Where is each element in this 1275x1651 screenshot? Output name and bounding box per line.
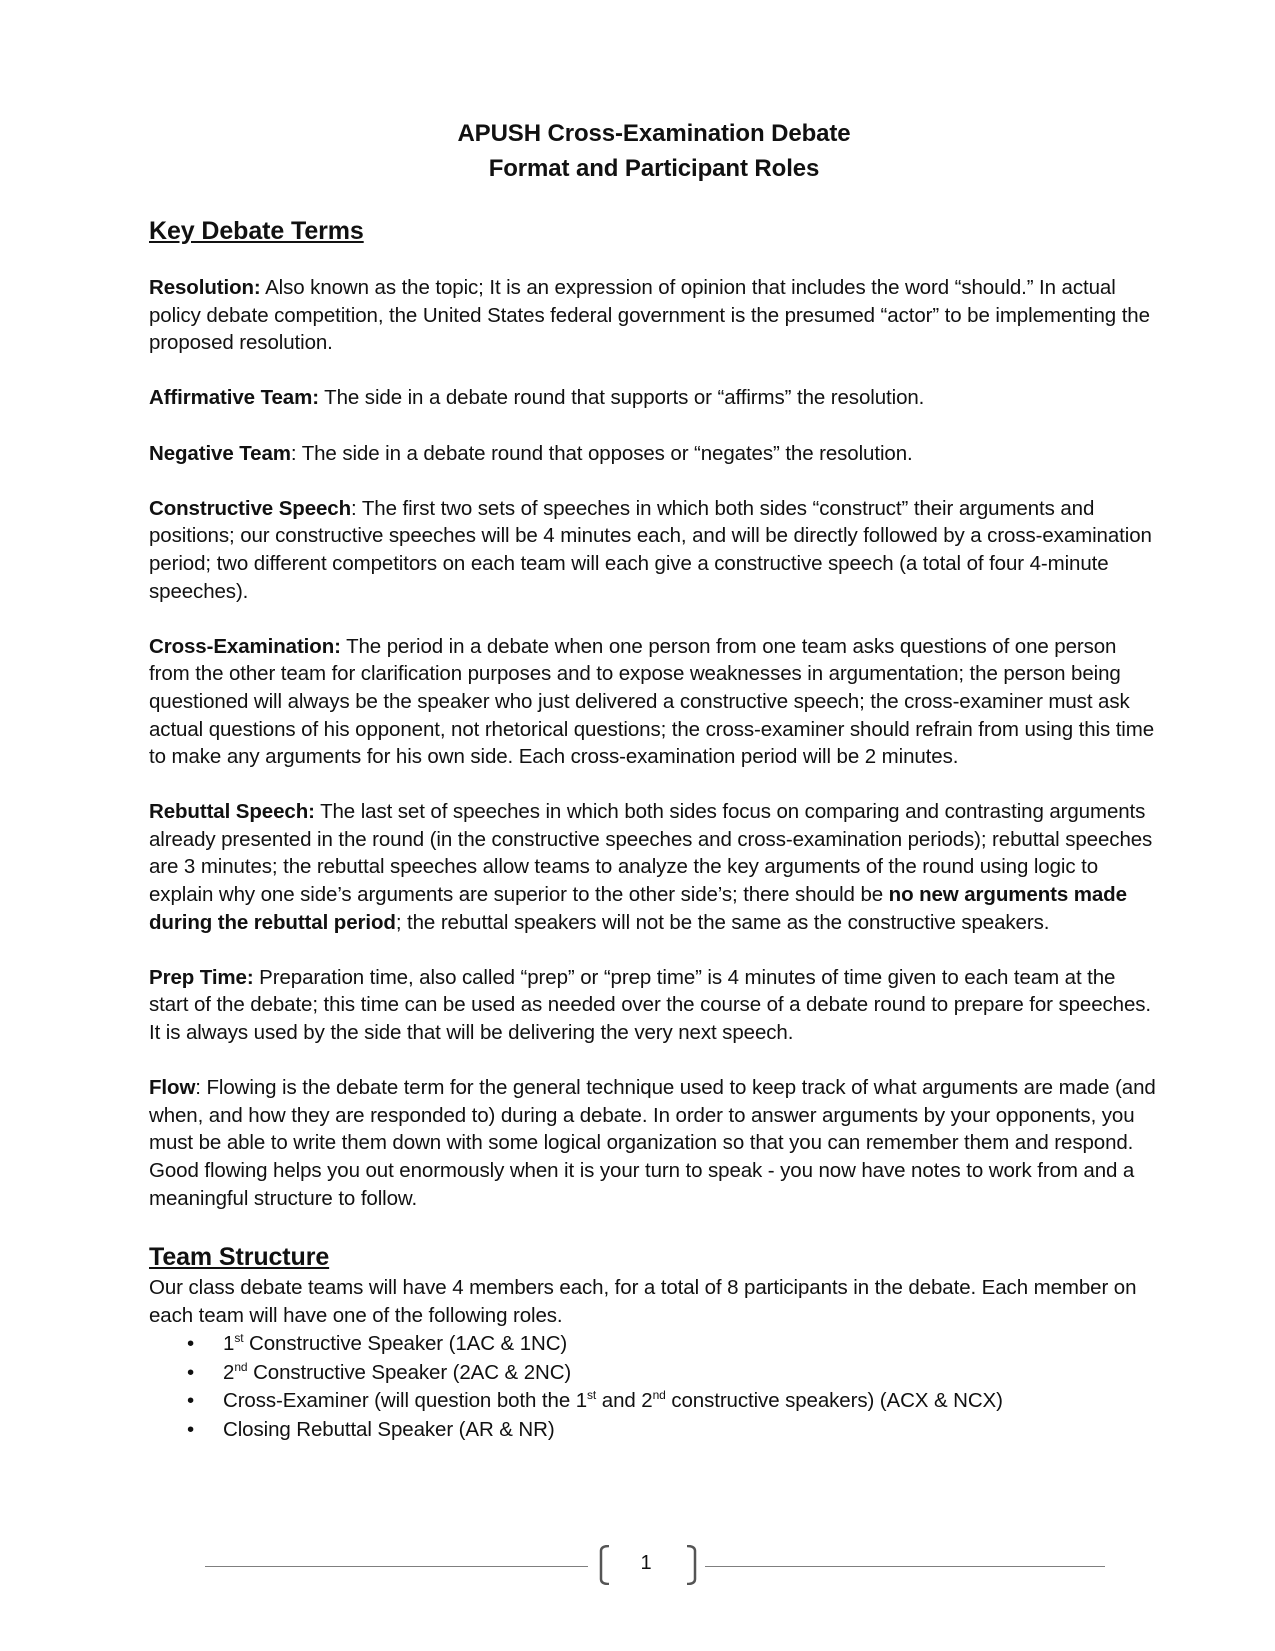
bullet-icon: •: [187, 1360, 195, 1384]
term-label: Constructive Speech: [149, 496, 352, 520]
role-number: 1: [223, 1332, 235, 1356]
term-label: Negative Team: [149, 441, 291, 465]
role-ordinal: nd: [234, 1360, 248, 1375]
team-structure-intro: Our class debate teams will have 4 members each, for a total of 8 participants in the debate. Each member on each team will have one of the following roles.: [149, 1276, 1137, 1327]
role-number: 2: [223, 1360, 235, 1384]
role-text: Cross-Examiner (will question both the 1: [223, 1389, 588, 1413]
role-ordinal: st: [234, 1331, 244, 1346]
term-prep-time: [149, 964, 1159, 1047]
term-emphasis: no new arguments made during the rebuttal period: [149, 883, 1127, 934]
title-line-1: APUSH Cross-Examination Debate: [457, 120, 851, 147]
term-definition: Also known as the topic; It is an expression of opinion that includes the word “should.” In actual policy debate competition, the United States federal government is the presumed “actor” to be implementing the proposed resolution.: [149, 276, 1150, 355]
term-label: Affirmative Team:: [149, 386, 319, 410]
team-structure-heading: Team Structure: [149, 1243, 330, 1272]
term-definition: The side in a debate round that supports or “affirms” the resolution.: [318, 386, 925, 410]
page-number: 1: [640, 1552, 652, 1574]
term-definition: The period in a debate when one person from one team asks questions of one person from the other team for clarification purposes and to expose weaknesses in argumentation; the person being questioned will always be the speaker who just delivered a constructive speech; the cross-examiner must ask actual questions of his opponent, not rhetorical questions; the cross-examiner should refrain from using this time to make any arguments for his own side. Each cross-examination period will be 2 minutes.: [149, 634, 1155, 769]
term-definition: : Flowing is the debate term for the general technique used to keep track of what arguments are made (and when, and how they are responded to) during a debate. In order to answer arguments by your opponents, you must be able to write them down with some logical organization so that you can remember them and respond. Good flowing helps you out enormously when it is your turn to speak - you now have notes to work from and a meaningful structure to follow.: [149, 1076, 1156, 1210]
roles-list: [149, 1330, 1159, 1444]
footer-divider-right: [705, 1566, 1105, 1567]
term-label: Cross-Examination:: [149, 634, 341, 658]
role-text: constructive speakers) (ACX & NCX): [665, 1389, 1003, 1413]
term-label: Flow: [149, 1076, 196, 1100]
list-item: [149, 1330, 1159, 1359]
bullet-icon: •: [187, 1417, 195, 1441]
list-item: [149, 1416, 1159, 1445]
term-definition: Preparation time, also called “prep” or “prep time” is 4 minutes of time given to each team at the start of the debate; this time can be used as needed over the course of a debate round to prepare for speeches. It is always used by the side that will be delivering the very next speech.: [149, 965, 1152, 1045]
term-label: Rebuttal Speech:: [149, 800, 315, 824]
term-constructive-speech: [149, 495, 1159, 605]
term-definition: The last set of speeches in which both sides focus on comparing and contrasting arguments already presented in the round (in the constructive speeches and cross-examination periods); rebuttal speeches are 3 minutes; the rebuttal speeches allow teams to analyze the key arguments of the round using logic to explain why one side’s arguments are superior to the other side’s; there should be: [149, 800, 1153, 907]
key-terms-heading: Key Debate Terms: [149, 217, 364, 245]
term-definition: : The side in a debate round that opposes or “negates” the resolution.: [290, 441, 913, 465]
term-label: Prep Time:: [149, 965, 254, 989]
role-text: Constructive Speaker (1AC & 1NC): [243, 1332, 568, 1356]
role-ordinal: nd: [652, 1388, 666, 1403]
term-cross-examination: [149, 633, 1159, 771]
document-body: [149, 116, 1159, 1444]
bullet-icon: •: [187, 1389, 195, 1413]
term-resolution: [149, 274, 1159, 357]
bullet-icon: •: [187, 1332, 195, 1356]
role-text: Closing Rebuttal Speaker (AR & NR): [223, 1417, 555, 1441]
page-footer: [205, 1545, 1105, 1589]
role-ordinal: st: [587, 1388, 597, 1403]
list-item: [149, 1359, 1159, 1388]
role-text: Constructive Speaker (2AC & 2NC): [247, 1360, 572, 1384]
role-text: and 2: [596, 1389, 653, 1413]
term-flow: [149, 1074, 1159, 1212]
title-line-2: Format and Participant Roles: [488, 155, 820, 182]
footer-divider-left: [205, 1566, 588, 1567]
term-affirmative-team: [149, 384, 1159, 412]
right-bracket-icon: [685, 1545, 699, 1585]
term-definition-end: ; the rebuttal speakers will not be the same as the constructive speakers.: [395, 910, 1050, 934]
list-item: [149, 1387, 1159, 1416]
left-bracket-icon: [597, 1545, 611, 1585]
term-definition: : The first two sets of speeches in which both sides “construct” their arguments and positions; our constructive speeches will be 4 minutes each, and will be directly followed by a cross-examination period; two different competitors on each team will each give a constructive speech (a total of four 4-minute speeches).: [149, 496, 1152, 603]
term-negative-team: [149, 440, 1159, 468]
document-title: [149, 116, 1159, 186]
term-label: Resolution:: [149, 276, 261, 299]
term-rebuttal-speech: [149, 798, 1159, 936]
